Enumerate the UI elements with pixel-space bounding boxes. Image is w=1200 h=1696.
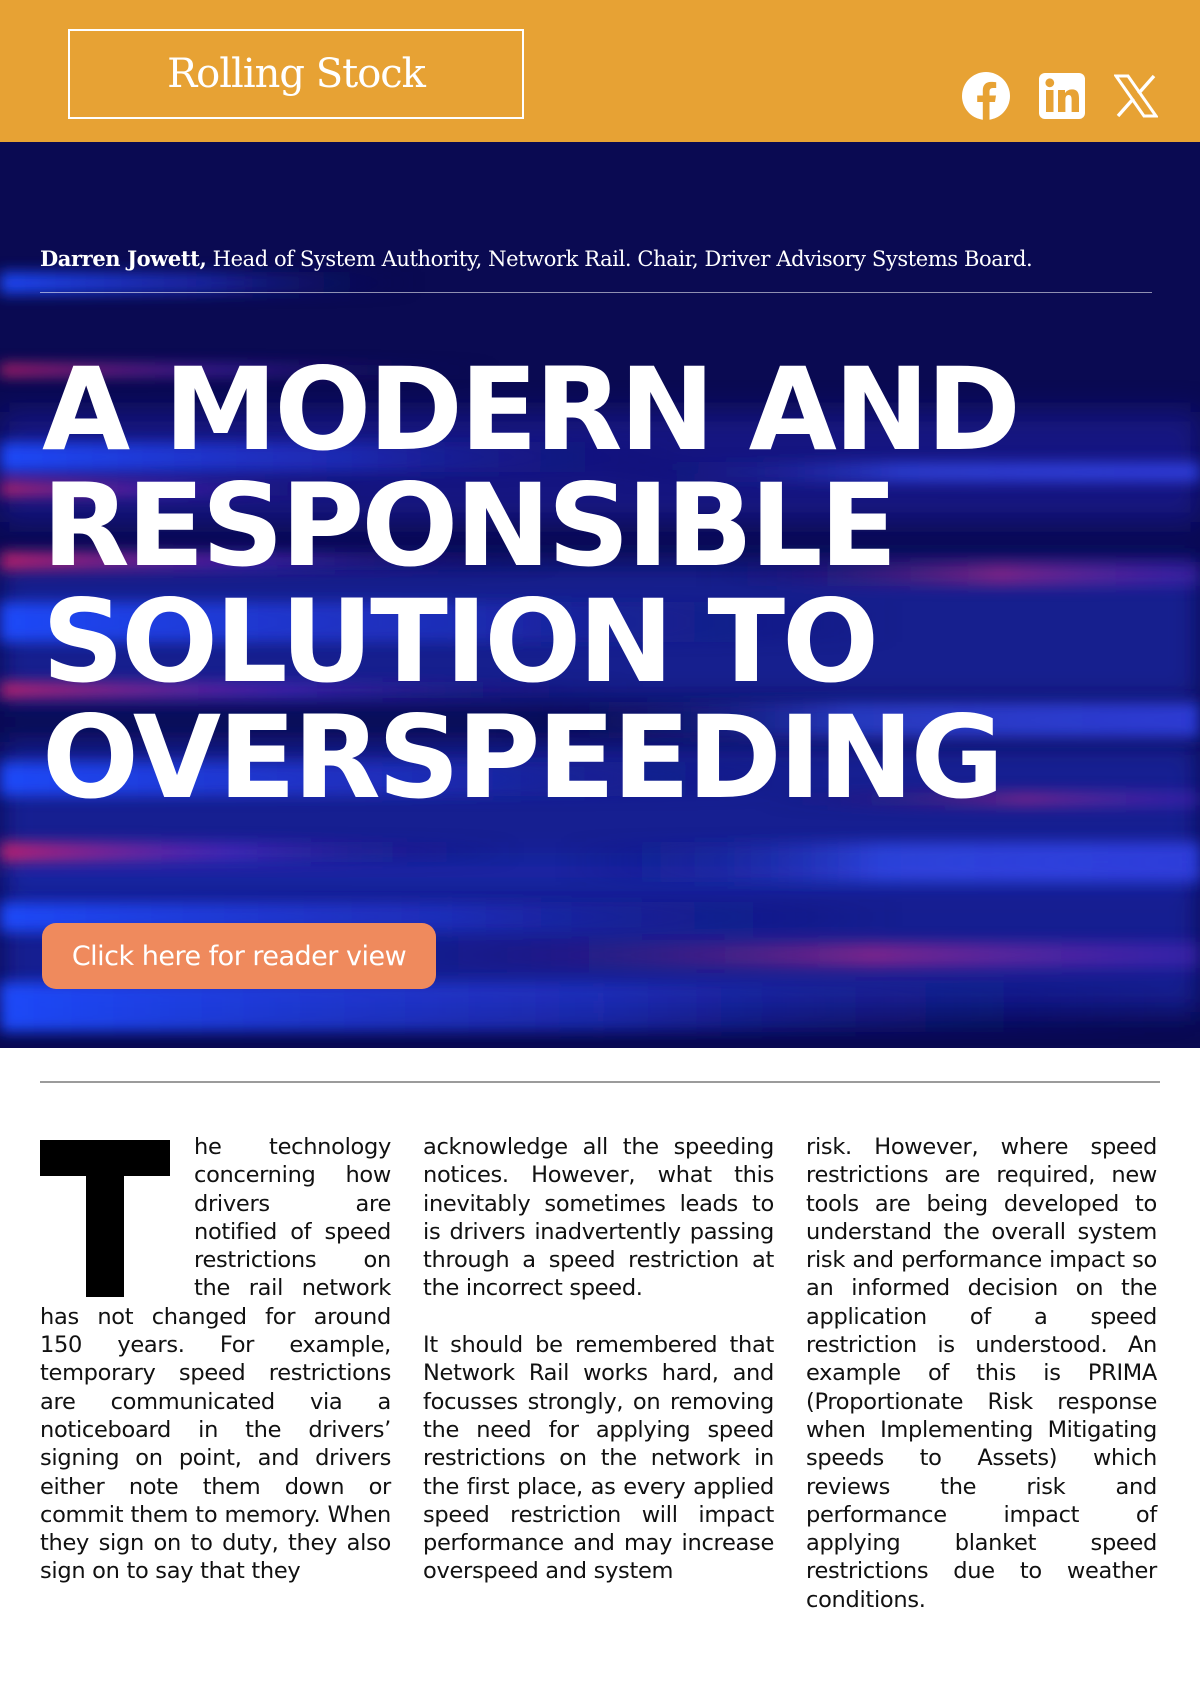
header-bar bbox=[0, 0, 1200, 142]
headline-line: RESPONSIBLE bbox=[42, 459, 895, 592]
paragraph: It should be remembered that Network Rail works hard, and focusses strongly, on removing the need for applying speed restrictions on the network in the first place, as every applied speed restriction will impact performance and may increase overspeed and system bbox=[423, 1332, 774, 1585]
dropcap bbox=[40, 1140, 170, 1297]
article-headline bbox=[42, 343, 1142, 824]
author-byline bbox=[40, 246, 1160, 271]
headline-line: A MODERN AND bbox=[42, 343, 1018, 476]
column-text: risk. However, where speed restrictions are required, new tools are being developed to understand the overall system risk and performance impact so an informed decision on the application of a speed restriction is understood. An example of this is PRIMA (Proportionate Risk response when Implementing Mitigating speeds to Assets) which reviews the risk and performance impact of applying blanket speed restrictions due to weather conditions. bbox=[806, 1134, 1157, 1613]
linkedin-icon[interactable] bbox=[1036, 70, 1088, 122]
reader-view-button[interactable]: Click here for reader view bbox=[42, 923, 436, 989]
facebook-icon[interactable] bbox=[960, 70, 1012, 122]
paragraph: acknowledge all the speeding notices. However, what this inevitably sometimes leads to is drivers inadvertently passing through a speed restriction at the incorrect speed. bbox=[423, 1134, 774, 1302]
article-column-1 bbox=[40, 1133, 391, 1586]
article-body bbox=[40, 1133, 1160, 1613]
column-text: he technology concerning how drivers are notified of speed restrictions on the rail network has not changed for around 150 years. For example, temporary speed restrictions are communicated via a noticeboard in the drivers’ signing on point, and drivers either note them down or commit them to memory. When they sign on to duty, they also sign on to say that they bbox=[40, 1134, 391, 1585]
headline-line: OVERSPEEDING bbox=[42, 691, 1002, 824]
section-divider bbox=[40, 1081, 1160, 1083]
brand-logo[interactable] bbox=[68, 29, 524, 119]
x-icon[interactable] bbox=[1112, 70, 1160, 122]
headline-line: SOLUTION TO bbox=[42, 575, 877, 708]
byline-divider bbox=[40, 292, 1152, 293]
article-column-2 bbox=[423, 1133, 774, 1614]
author-name: Darren Jowett, bbox=[40, 246, 207, 271]
hero-banner bbox=[0, 142, 1200, 1048]
author-role: Head of System Authority, Network Rail. Chair, Driver Advisory Systems Board. bbox=[206, 247, 1033, 271]
article-column-3 bbox=[806, 1133, 1157, 1614]
brand-name: Rolling Stock bbox=[167, 51, 425, 97]
